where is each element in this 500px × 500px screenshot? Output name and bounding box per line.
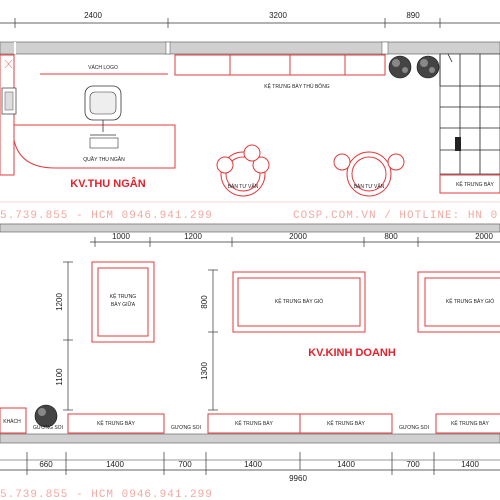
dim-top-2: 3200 — [269, 11, 287, 20]
dim-bottom-5: 1400 — [337, 460, 355, 469]
middle-dimension-line — [90, 232, 500, 247]
dim-left-1: 1200 — [55, 293, 64, 311]
mirror-1-label: GƯƠNG SOI — [171, 425, 201, 431]
dim-bottom-4: 1400 — [244, 460, 262, 469]
island-label-2: BÀY GIỮA — [110, 302, 136, 308]
basket-shelf-1-label: KỆ TRƯNG BÀY GIỎ — [274, 299, 324, 305]
plush-shelf — [175, 55, 385, 90]
dim-bottom-6: 700 — [406, 460, 420, 469]
dim-mid-5: 2000 — [475, 232, 493, 241]
island-label-1: KỆ TRƯNG — [109, 294, 137, 300]
zone-business-label: KV.KINH DOANH — [308, 347, 396, 359]
logo-wall-label: VÁCH LOGO — [88, 65, 118, 71]
dim-top-1: 2400 — [84, 11, 102, 20]
basket-shelf-2 — [418, 272, 500, 332]
bottom-dimension-line — [0, 452, 500, 483]
watermark-line-1-right: COSP.COM.VN / HOTLINE: HN 0 — [293, 210, 499, 222]
cashier-counter-label: QUẦY THU NGÂN — [83, 157, 125, 163]
left-wall-shelf — [0, 55, 14, 175]
consult-table-2 — [334, 152, 404, 196]
dim-left-2: 1100 — [55, 368, 64, 386]
basket-shelf-1 — [233, 272, 365, 332]
bottom-fixtures — [0, 405, 500, 433]
mirror-left-label: GƯƠNG SOI — [33, 425, 63, 431]
dim-bottom-1: 660 — [39, 460, 53, 469]
basket-shelf-2-label: KỆ TRƯNG BÀY GIỎ — [445, 299, 495, 305]
stair-grid — [440, 54, 500, 174]
bottom-shelf-1-label: KỆ TRƯNG BÀY — [97, 421, 135, 427]
dim-total: 9960 — [289, 474, 307, 483]
bottom-shelf-2-label: KỆ TRƯNG BÀY — [235, 421, 273, 427]
island-display — [92, 262, 154, 342]
dim-mid-2: 1200 — [184, 232, 202, 241]
dim-inner-2: 1300 — [200, 362, 209, 380]
register-icon — [90, 138, 118, 148]
watermark-line-2: 5.739.855 - HCM 0946.941.299 — [0, 489, 213, 500]
dim-bottom-3: 700 — [178, 460, 192, 469]
consult-table-2-label: BÀN TƯ VẤN — [353, 184, 385, 190]
cashier-area — [0, 55, 175, 190]
top-wall — [0, 42, 500, 54]
door-handle-icon — [455, 137, 461, 151]
top-dimension-line — [0, 11, 500, 28]
middle-wall — [0, 224, 500, 232]
watermark-band — [0, 202, 500, 224]
bottom-shelf-3-label: KỆ TRƯNG BÀY — [327, 421, 365, 427]
mirror-2-label: GƯƠNG SOI — [399, 425, 429, 431]
consult-table-1-label: BÀN TƯ VẤN — [227, 184, 259, 190]
bottom-shelf-4-label: KỆ TRƯNG BÀY — [451, 421, 489, 427]
inner-dimension-line — [200, 270, 218, 410]
right-shelf-label: KỆ TRƯNG BÀY — [456, 182, 494, 188]
dim-top-3: 890 — [406, 11, 420, 20]
cashier-chair-icon — [85, 86, 121, 135]
plant-icon — [389, 56, 439, 78]
dim-bottom-7: 1400 — [461, 460, 479, 469]
dim-mid-4: 800 — [384, 232, 398, 241]
plush-shelf-label: KỆ TRƯNG BÀY THÚ BÔNG — [264, 84, 330, 90]
dim-inner-1: 800 — [200, 295, 209, 309]
watermark-line-1: 5.739.855 - HCM 0946.941.299 — [0, 210, 213, 222]
dim-mid-1: 1000 — [112, 232, 130, 241]
left-dimension-line — [55, 262, 73, 410]
bottom-wall — [0, 434, 500, 443]
consult-table-1 — [217, 145, 269, 196]
zone-cashier-label: KV.THU NGÂN — [70, 178, 146, 190]
dim-mid-3: 2000 — [289, 232, 307, 241]
guest-area-label: KHÁCH — [3, 419, 21, 425]
dim-bottom-2: 1400 — [106, 460, 124, 469]
plant-bottom-icon — [35, 405, 57, 427]
